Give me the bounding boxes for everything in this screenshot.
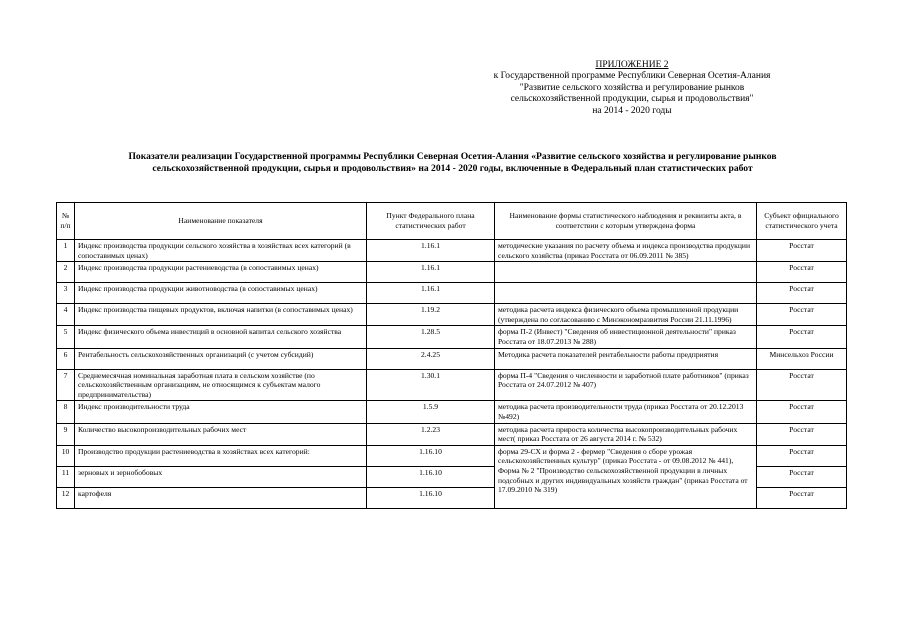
- statistics-subject: Минсельхоз России: [757, 348, 847, 369]
- statistics-subject: Росстат: [757, 445, 847, 466]
- indicator-name: Рентабельность сельскохозяйственных организаций (с учетом субсидий): [75, 348, 367, 369]
- col-header-form: Наименование формы статистического наблюдения и реквизиты акта, в соответствии с которым утверждена форма: [495, 203, 757, 240]
- table-header-row: [57, 203, 847, 240]
- plan-point: 1.5.9: [367, 401, 495, 423]
- table-row: [57, 401, 847, 423]
- form-description: методика расчета производительности труда (приказ Росстата от 20.12.2013 №492): [495, 401, 757, 423]
- indicator-name: Индекс производства продукции животноводства (в сопоставимых ценах): [75, 283, 367, 304]
- plan-point: 1.2.23: [367, 423, 495, 445]
- appendix-line: сельскохозяйственной продукции, сырья и продовольствия": [510, 94, 754, 105]
- row-number: 3: [57, 283, 75, 304]
- row-number: 1: [57, 240, 75, 262]
- form-description: методические указания по расчету объема и индекса производства продукции сельского хозяйства (приказ Росстата от 06.09.2011 № 385): [495, 240, 757, 262]
- form-description: методика расчета прироста количества высокопроизводительных рабочих мест( приказ Росстата от 26 августа 2014 г. № 532): [495, 423, 757, 445]
- appendix-title: ПРИЛОЖЕНИЕ 2: [595, 60, 669, 70]
- form-description: Методика расчета показателей рентабельности работы предприятия: [495, 348, 757, 369]
- indicator-name: Индекс производства продукции сельского хозяйства в хозяйствах всех категорий (в сопоставимых ценах): [75, 240, 367, 262]
- row-number: 10: [57, 445, 75, 466]
- statistics-subject: Росстат: [757, 304, 847, 326]
- statistics-subject: Росстат: [757, 240, 847, 262]
- plan-point: 1.28.5: [367, 326, 495, 348]
- indicator-name: Индекс производства продукции растениеводства (в сопоставимых ценах): [75, 262, 367, 283]
- appendix-line: к Государственной программе Республики Северная Осетия-Алания: [493, 71, 771, 82]
- col-header-plan-point: Пункт Федерального плана статистических работ: [367, 203, 495, 240]
- row-number: 4: [57, 304, 75, 326]
- table-row: [57, 423, 847, 445]
- indicator-name: Индекс производства пищевых продуктов, включая напитки (в сопоставимых ценах): [75, 304, 367, 326]
- statistics-subject: Росстат: [757, 423, 847, 445]
- table-row: [57, 445, 847, 466]
- statistics-subject: Росстат: [757, 369, 847, 401]
- row-number: 8: [57, 401, 75, 423]
- form-description: методика расчета индекса физического объема промышленной продукции (утверждена по согласованию с Минэкономразвития России 21.11.1996): [495, 304, 757, 326]
- plan-point: 1.16.1: [367, 283, 495, 304]
- statistics-subject: Росстат: [757, 283, 847, 304]
- plan-point: 1.16.1: [367, 262, 495, 283]
- table-row: [57, 240, 847, 262]
- plan-point: 2.4.25: [367, 348, 495, 369]
- statistics-subject: Росстат: [757, 262, 847, 283]
- table-row: [57, 304, 847, 326]
- row-number: 6: [57, 348, 75, 369]
- col-header-subject: Субъект официального статистического учета: [757, 203, 847, 240]
- plan-point: 1.30.1: [367, 369, 495, 401]
- row-number: 5: [57, 326, 75, 348]
- row-number: 7: [57, 369, 75, 401]
- statistics-subject: Росстат: [757, 326, 847, 348]
- document-title: [40, 151, 865, 175]
- appendix-header: [467, 60, 797, 117]
- form-description: форма П-2 (Инвест) "Сведения об инвестиционной деятельности" приказ Росстата от 18.07.2013 № 288): [495, 326, 757, 348]
- indicator-name: Количество высокопроизводительных рабочих мест: [75, 423, 367, 445]
- statistics-subject: Росстат: [757, 487, 847, 508]
- indicator-name: Индекс производительности труда: [75, 401, 367, 423]
- indicator-name: зерновых и зернобобовых: [75, 466, 367, 487]
- form-description: [495, 262, 757, 283]
- indicator-name: Индекс физического объема инвестиций в основной капитал сельского хозяйства: [75, 326, 367, 348]
- row-number: 9: [57, 423, 75, 445]
- form-description: форма 29-СХ и форма 2 - фермер "Сведения о сборе урожая сельскохозяйственных культур" (приказ Росстата - от 09.08.2012 № 441), Форма № 2 "Производство сельскохозяйственной продукции в личных подсобных и других индивидуальных хозяйств граждан" (приказ Росстата от 17.09.2010 № 319): [495, 445, 757, 508]
- plan-point: 1.16.1: [367, 240, 495, 262]
- plan-point: 1.19.2: [367, 304, 495, 326]
- row-number: 2: [57, 262, 75, 283]
- appendix-line: "Развитие сельского хозяйства и регулирование рынков: [519, 82, 745, 93]
- plan-point: 1.16.10: [367, 466, 495, 487]
- form-description: форма П-4 "Сведения о численности и заработной плате работников" (приказ Росстата от 24.07.2012 № 407): [495, 369, 757, 401]
- indicator-name: Среднемесячная номинальная заработная плата в сельском хозяйстве (по сельскохозяйственным организациям, не относящимся к субъектам малого предпринимательства): [75, 369, 367, 401]
- table-row: [57, 283, 847, 304]
- col-header-indicator: Наименование показателя: [75, 203, 367, 240]
- indicator-name: Производство продукции растениеводства в хозяйствах всех категорий:: [75, 445, 367, 466]
- statistics-subject: Росстат: [757, 466, 847, 487]
- table-row: [57, 348, 847, 369]
- statistics-subject: Росстат: [757, 401, 847, 423]
- plan-point: 1.16.10: [367, 445, 495, 466]
- table-row: [57, 262, 847, 283]
- row-number: 11: [57, 466, 75, 487]
- document-title-line: сельскохозяйственной продукции, сырья и продовольствия» на 2014 - 2020 годы, включенные в Федеральный план статистических работ: [152, 163, 753, 174]
- indicators-table: [56, 202, 847, 509]
- indicator-name: картофеля: [75, 487, 367, 508]
- col-header-number: № п/п: [57, 203, 75, 240]
- row-number: 12: [57, 487, 75, 508]
- appendix-line: на 2014 - 2020 годы: [592, 105, 672, 116]
- document-title-line: Показатели реализации Государственной программы Республики Северная Осетия-Алания «Развитие сельского хозяйства и регулирование рынков: [128, 151, 777, 162]
- table-row: [57, 369, 847, 401]
- plan-point: 1.16.10: [367, 487, 495, 508]
- form-description: [495, 283, 757, 304]
- table-row: [57, 326, 847, 348]
